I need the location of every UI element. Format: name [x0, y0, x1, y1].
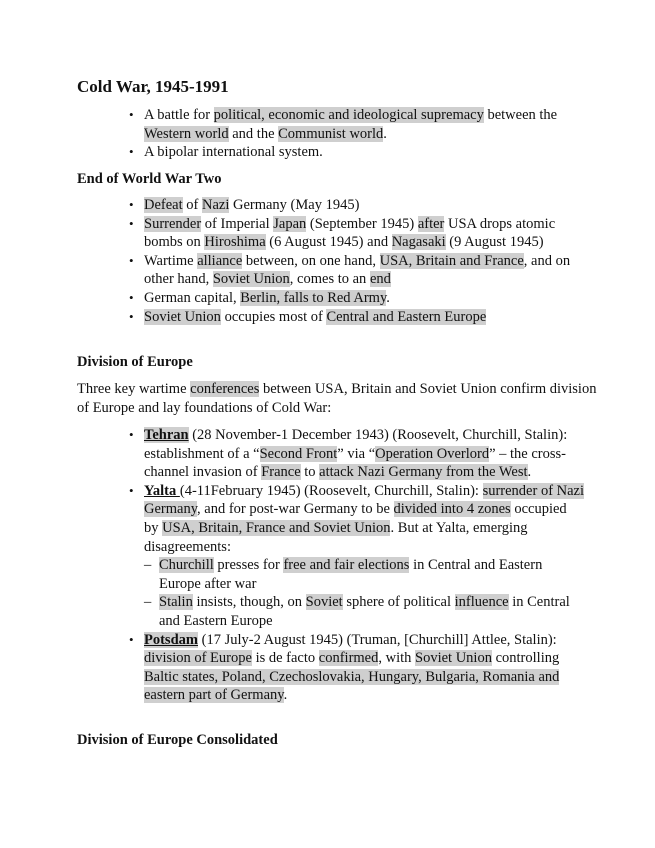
section-heading-end-of-ww2: End of World War Two [77, 171, 222, 187]
list-item: • Wartime alliance between, on one hand, USA, Britain and France, and on other hand, Soviet Union, comes to an end [144, 252, 584, 289]
list-item: • A battle for political, economic and ideological supremacy between the Western world and the Communist world. [144, 106, 584, 143]
section-heading-division-of-europe: Division of Europe [77, 354, 193, 370]
yalta-disagreements-list [144, 556, 584, 630]
list-item-potsdam: • Potsdam (17 July-2 August 1945) (Truman, [Churchill] Attlee, Stalin): division of Europe is de facto confirmed, with Soviet Union controlling Baltic states, Poland, Czechoslovakia, Hungary, Bulgaria, Romania and eastern part of Germany. [144, 631, 584, 705]
conference-name: Yalta [144, 482, 180, 499]
section-heading-division-consolidated: Division of Europe Consolidated [77, 732, 278, 748]
list-item: • Soviet Union occupies most of Central and Eastern Europe [144, 308, 584, 327]
list-item-yalta: • Yalta (4-11February 1945) (Roosevelt, Churchill, Stalin): surrender of Nazi Germany, and for post-war Germany to be divided into 4 zones occupied by USA, Britain, France and Soviet Union. But at Yalta, emerging disagreements: – Churchill presses for free and fair elections in Central and Eastern Europe after war – Stalin insists, though, on Soviet sphere of political influence in Central and Eastern Europe [144, 482, 584, 631]
conference-name: Tehran [144, 427, 189, 443]
list-item: • A bipolar international system. [144, 143, 584, 162]
intro-bullet-list [144, 106, 584, 162]
conferences-bullet-list [144, 426, 584, 705]
list-item: – Stalin insists, though, on Soviet sphere of political influence in Central and Eastern Europe [144, 593, 584, 630]
list-item: • German capital, Berlin, falls to Red Army. [144, 289, 584, 308]
list-item: • Surrender of Imperial Japan (September 1945) after USA drops atomic bombs on Hiroshima (6 August 1945) and Nagasaki (9 August 1945) [144, 215, 584, 252]
page-title: Cold War, 1945-1991 [77, 77, 229, 96]
list-item-tehran: • Tehran (28 November-1 December 1943) (Roosevelt, Churchill, Stalin): establishment of a “Second Front” via “Operation Overlord” – the cross-channel invasion of France to attack Nazi Germany from the West. [144, 426, 584, 482]
division-intro-paragraph: Three key wartime conferences between USA, Britain and Soviet Union confirm division of Europe and lay foundations of Cold War: [77, 381, 597, 416]
conference-name: Potsdam [144, 631, 198, 648]
list-item: • Defeat of Nazi Germany (May 1945) [144, 196, 584, 215]
list-item: – Churchill presses for free and fair elections in Central and Eastern Europe after war [144, 556, 584, 593]
end-of-ww2-bullet-list [144, 196, 584, 326]
